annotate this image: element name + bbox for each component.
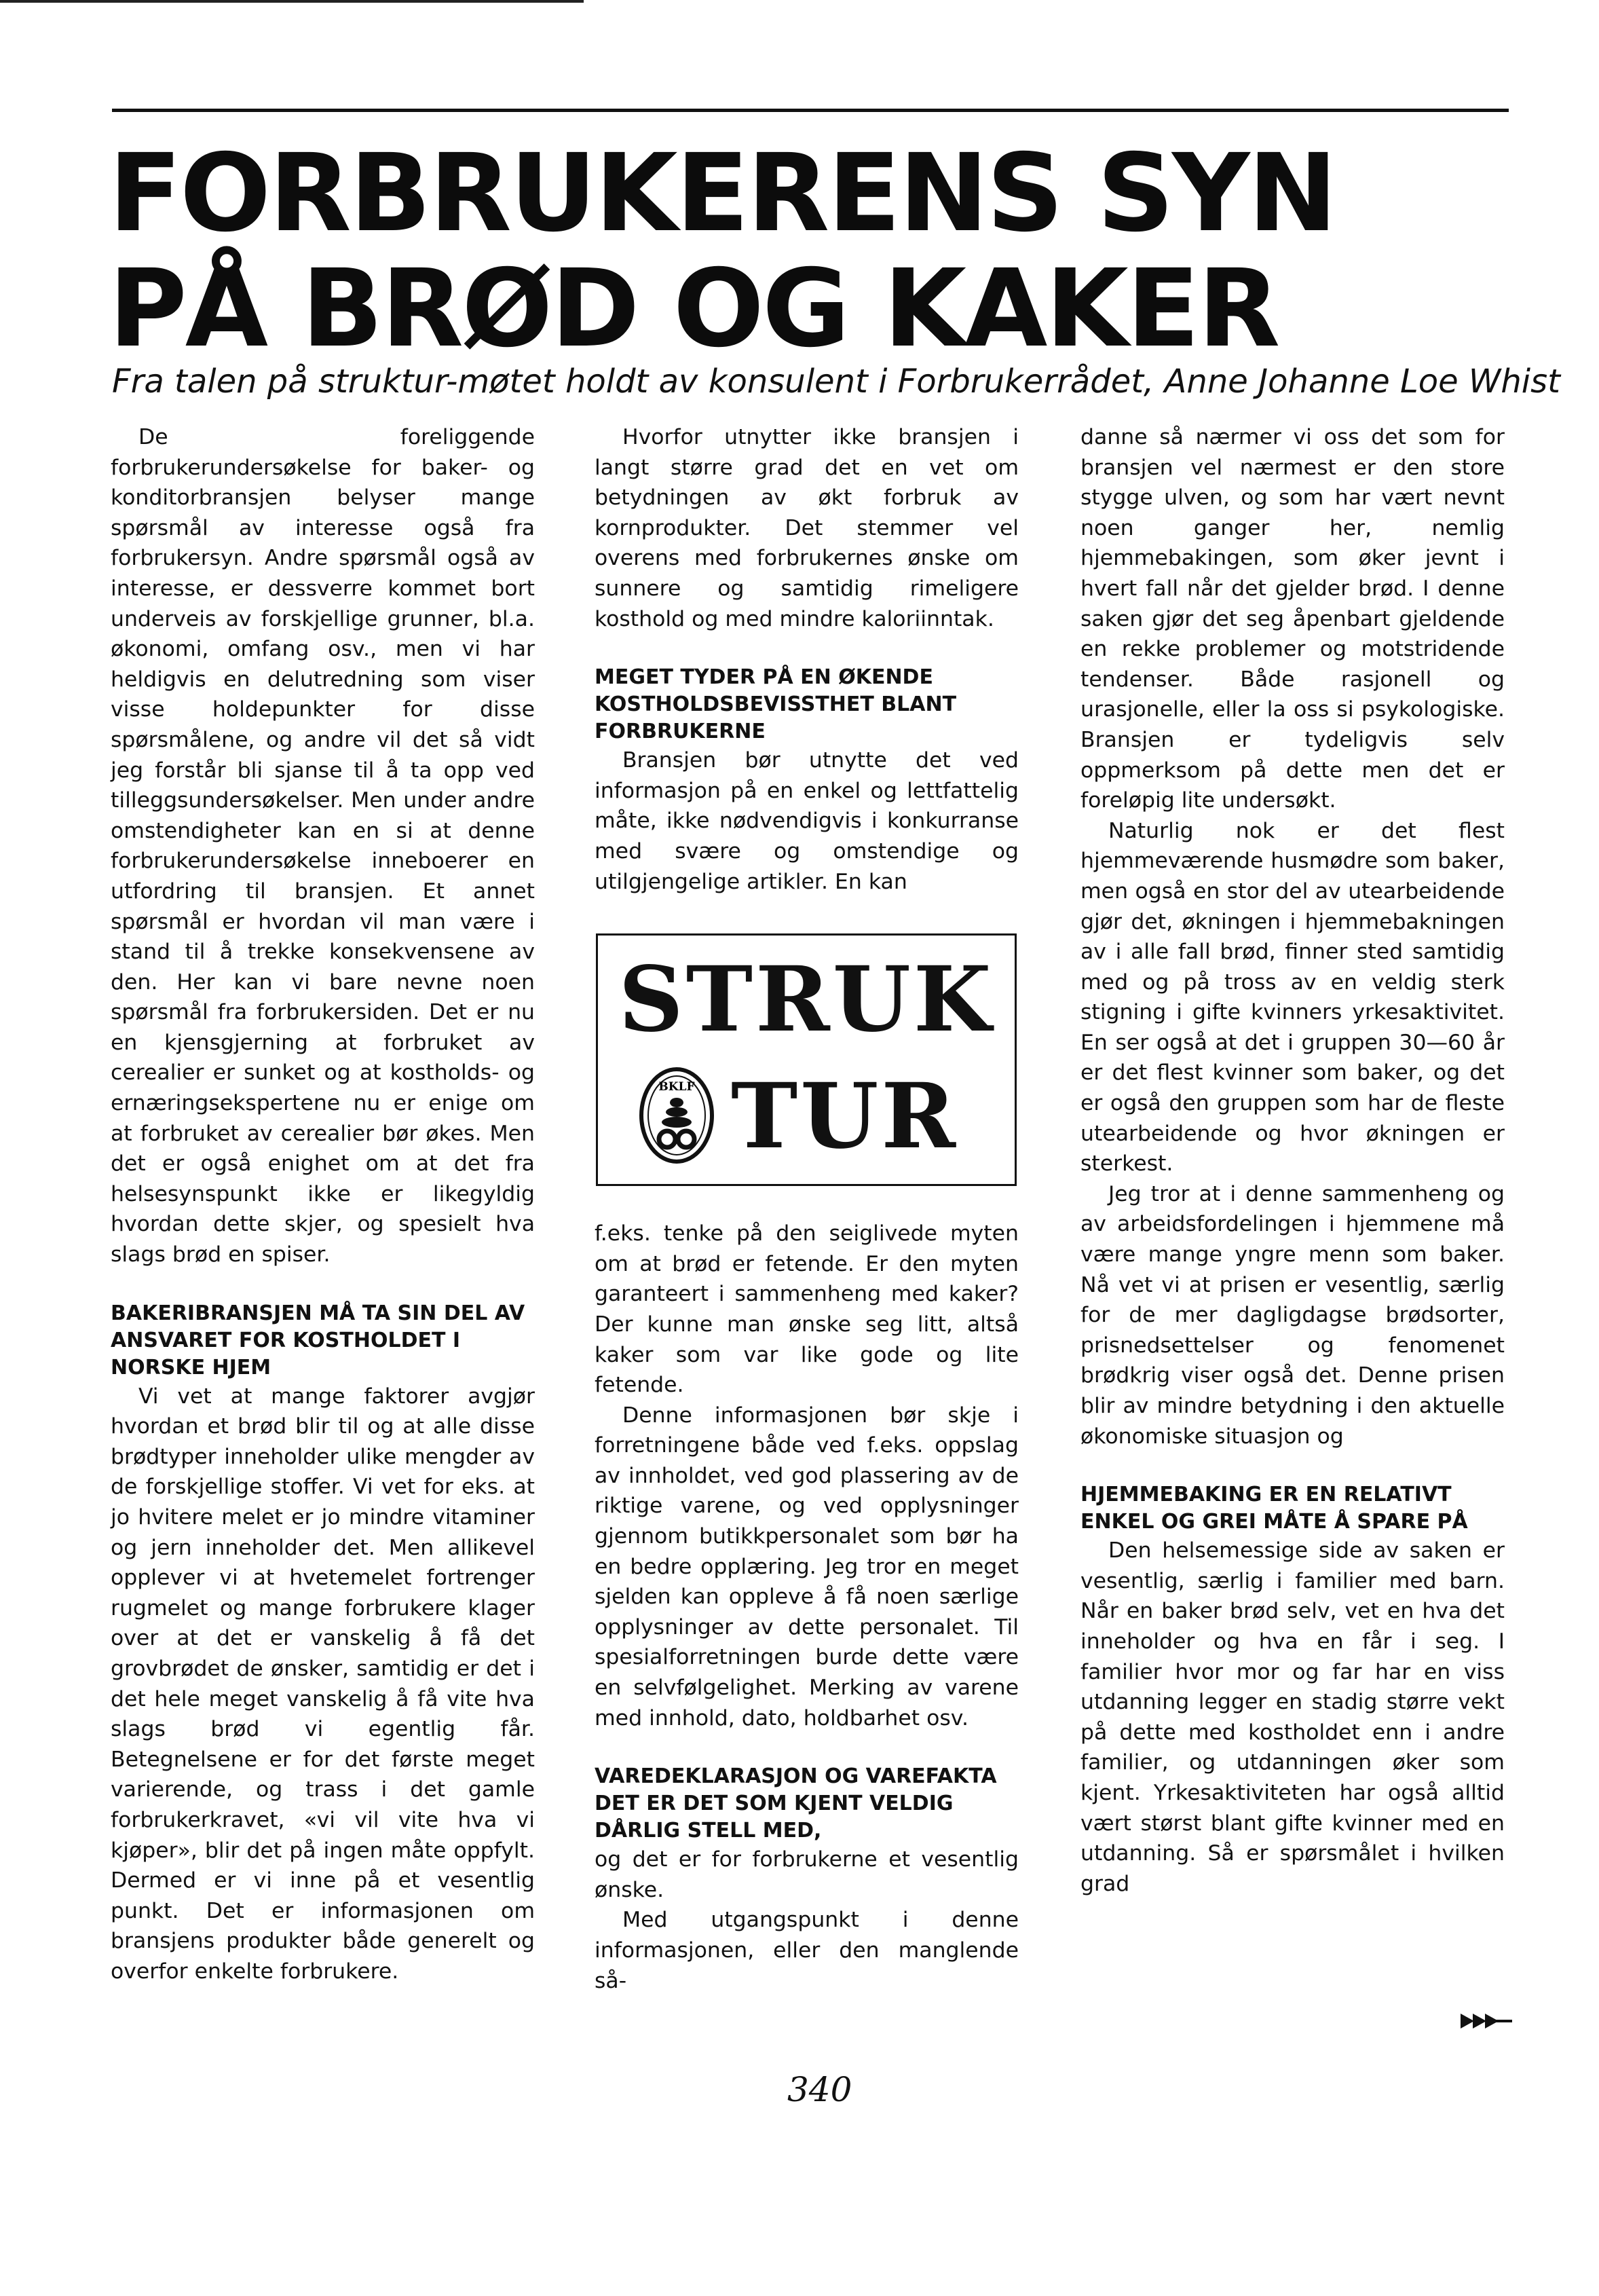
page-number: 340 [787,2070,852,2109]
paragraph: Jeg tror at i denne sammenheng og av arbeidsfordelingen i hjemmene må være mange yngre menn som baker. Nå vet vi at prisen er vesentlig, særlig for de mer dagligdagse brødsorter, prisnedsettelser og fenomenet brødkrig viser også det. Denne prisen blir av mindre betydning i den aktuelle økonomiske situasjon og [1080,1181,1505,1449]
article-subtitle: Fra talen på struktur-møtet holdt av konsulent i Forbrukerrådet, Anne Johanne Loe Whist [112,363,1560,401]
article-title [109,131,1336,371]
paragraph: Den helsemessige side av saken er vesentlig, særlig i familier med barn. Når en baker brød selv, vet en hva det inneholder og hva en får i seg. I familier hvor mor og far har en viss utdanning legger en stadig større vekt på dette med kostholdet enn i andre familier, og utdanningen øker som kjent. Yrkesaktiviteten har også alltid vært størst blant gifte kvinner med en utdanning. Så er spørsmålet i hvilken grad [1080,1538,1505,1896]
logo-text-top: STRUK [618,947,994,1053]
paragraph: Denne informasjonen bør skje i forretningene både ved f.eks. oppslag av innholdet, ved god plassering av de riktige varene, og ved opplysninger gjennom butikkpersonalet som bør ha en bedre opplæring. Jeg tror en meget sjelden kan oppleve å få noen særlige opplysninger av dette personalet. Til spesialforretningen burde dette være en selvfølgelighet. Merking av varene med innhold, dato, holdbarhet osv. [595,1403,1019,1730]
paragraph: Vi vet at mange faktorer avgjør hvordan et brød blir til og at alle disse brødtyper inneholder ulike mengder av de forskjellige stoffer. Vi vet for eks. at jo hvitere melet er jo mindre vitaminer og jern inneholder det. Men allikevel opplever vi at hvetemelet fortrenger rugmelet og mange forbrukere klager over at det er vanskelig å få det grovbrødet de ønsker, samtidig er det i det hele meget vanskelig å få vite hva slags brød vi egentlig får. Betegnelsene er for det første meget varierende, og trass i det gamle forbrukerkravet, «vi vil vite hva vi kjøper», blir det på ingen måte oppfylt. Dermed er vi inne på et vesentlig punkt. Det er informasjonen om bransjens produkter både generelt og overfor enkelte forbrukere. [111,1384,535,1984]
title-line-2: PÅ BRØD OG KAKER [109,246,1279,371]
paragraph: Bransjen bør utnytte det ved informasjon på en enkel og lettfattelig måte, ikke nødvendigvis i konkurranse med svære og omstendige og utilgjengelige artikler. En kan [595,748,1019,894]
paragraph: f.eks. tenke på den seiglivede myten om at brød er fetende. Er den myten garanteert i sammenheng med kaker? Der kunne man ønske seg litt, altså kaker som var like gode og lite fetende. [595,1221,1019,1398]
bakers-emblem-icon [636,1064,717,1166]
scan-edge-mark [0,0,584,3]
section-heading: MEGET TYDER PÅ EN ØKENDE KOSTHOLDSBEVISSTHET BLANT FORBRUKERNE [595,665,957,744]
section-heading: HJEMMEBAKING ER EN RELATIVT ENKEL OG GREI MÅTE Å SPARE PÅ [1080,1483,1468,1534]
paragraph: danne så nærmer vi oss det som for bransjen vel nærmest er den store stygge ulven, og som har vært nevnt noen ganger her, nemlig hjemmebakingen, som øker jevnt i hvert fall når det gjelder brød. I denne saken gjør det seg åpenbart gjeldende en rekke problemer og motstridende tendenser. Både rasjonell og urasjonelle, eller la oss si psykologiske. Bransjen er tydeligvis selv oppmerksom på dette men det er foreløpig lite undersøkt. [1080,425,1505,813]
continue-arrow-icon [1459,2011,1513,2031]
section-heading: VAREDEKLARASJON OG VAREFAKTA DET ER DET SOM KJENT VELDIG DÅRLIG STELL MED, [595,1764,997,1843]
emblem-label: BKLF [658,1080,695,1094]
title-line-1: FORBRUKERENS SYN [109,131,1336,256]
top-rule [112,109,1509,112]
section-heading: BAKERIBRANSJEN MÅ TA SIN DEL AV ANSVARET FOR KOSTHOLDET I NORSKE HJEM [111,1301,525,1380]
paragraph: og det er for forbrukerne et vesentlig ønske. [595,1847,1019,1902]
logo-text-bottom: TUR [731,1064,959,1170]
paragraph: Med utgangspunkt i denne informasjonen, eller den manglende så- [595,1908,1019,1993]
column-1 [111,422,535,1987]
column-2 [595,422,1019,1996]
column-3 [1080,422,1505,1899]
paragraph: Hvorfor utnytter ikke bransjen i langt større grad det en vet om betydningen av økt forbruk av kornprodukter. Det stemmer vel overens med forbrukernes ønske om sunnere og samtidig rimeligere kosthold og med mindre kaloriinntak. [595,425,1019,631]
paragraph: De foreliggende forbrukerundersøkelse for baker- og konditorbransjen belyser mange spørsmål av interesse også fra forbrukersyn. Andre spørsmål også av interesse, er dessverre kommet bort underveis av forskjellige grunner, bl.a. økonomi, omfang osv., men vi har heldigvis en delutredning som viser visse holdepunkter for disse spørsmålene, og andre vil det så vidt jeg forstår bli sjanse til å ta opp ved tilleggsundersøkelser. Men under andre omstendigheter kan en si at denne forbrukerundersøkelse inneboerer en utfordring til bransjen. Et annet spørsmål er hvordan vil man være i stand til å trekke konsekvensene av den. Her kan vi bare nevne noen spørsmål fra forbrukersiden. Det er nu en kjensgjerning at forbruket av cerealier er sunket og at kostholds- og ernæringsekspertene nu er enige om at forbruket av cerealier bør økes. Men det er også enighet om at det fra helsesynspunkt ikke er likegyldig hvordan dette skjer, og spesielt hva slags brød en spiser. [111,425,535,1267]
struktur-logo [596,933,1017,1186]
paragraph: Naturlig nok er det flest hjemmeværende husmødre som baker, men også en stor del av utearbeidende gjør det, økningen i hjemmebakningen av i alle fall brød, finner sted samtidig med og på tross av en veldig sterk stigning i gifte kvinners yrkesaktivitet. En ser også at det i gruppen 30—60 år er det flest kvinner som baker, og det er også den gruppen som har de fleste utearbeidende og hvor økningen er sterkest. [1080,818,1505,1177]
